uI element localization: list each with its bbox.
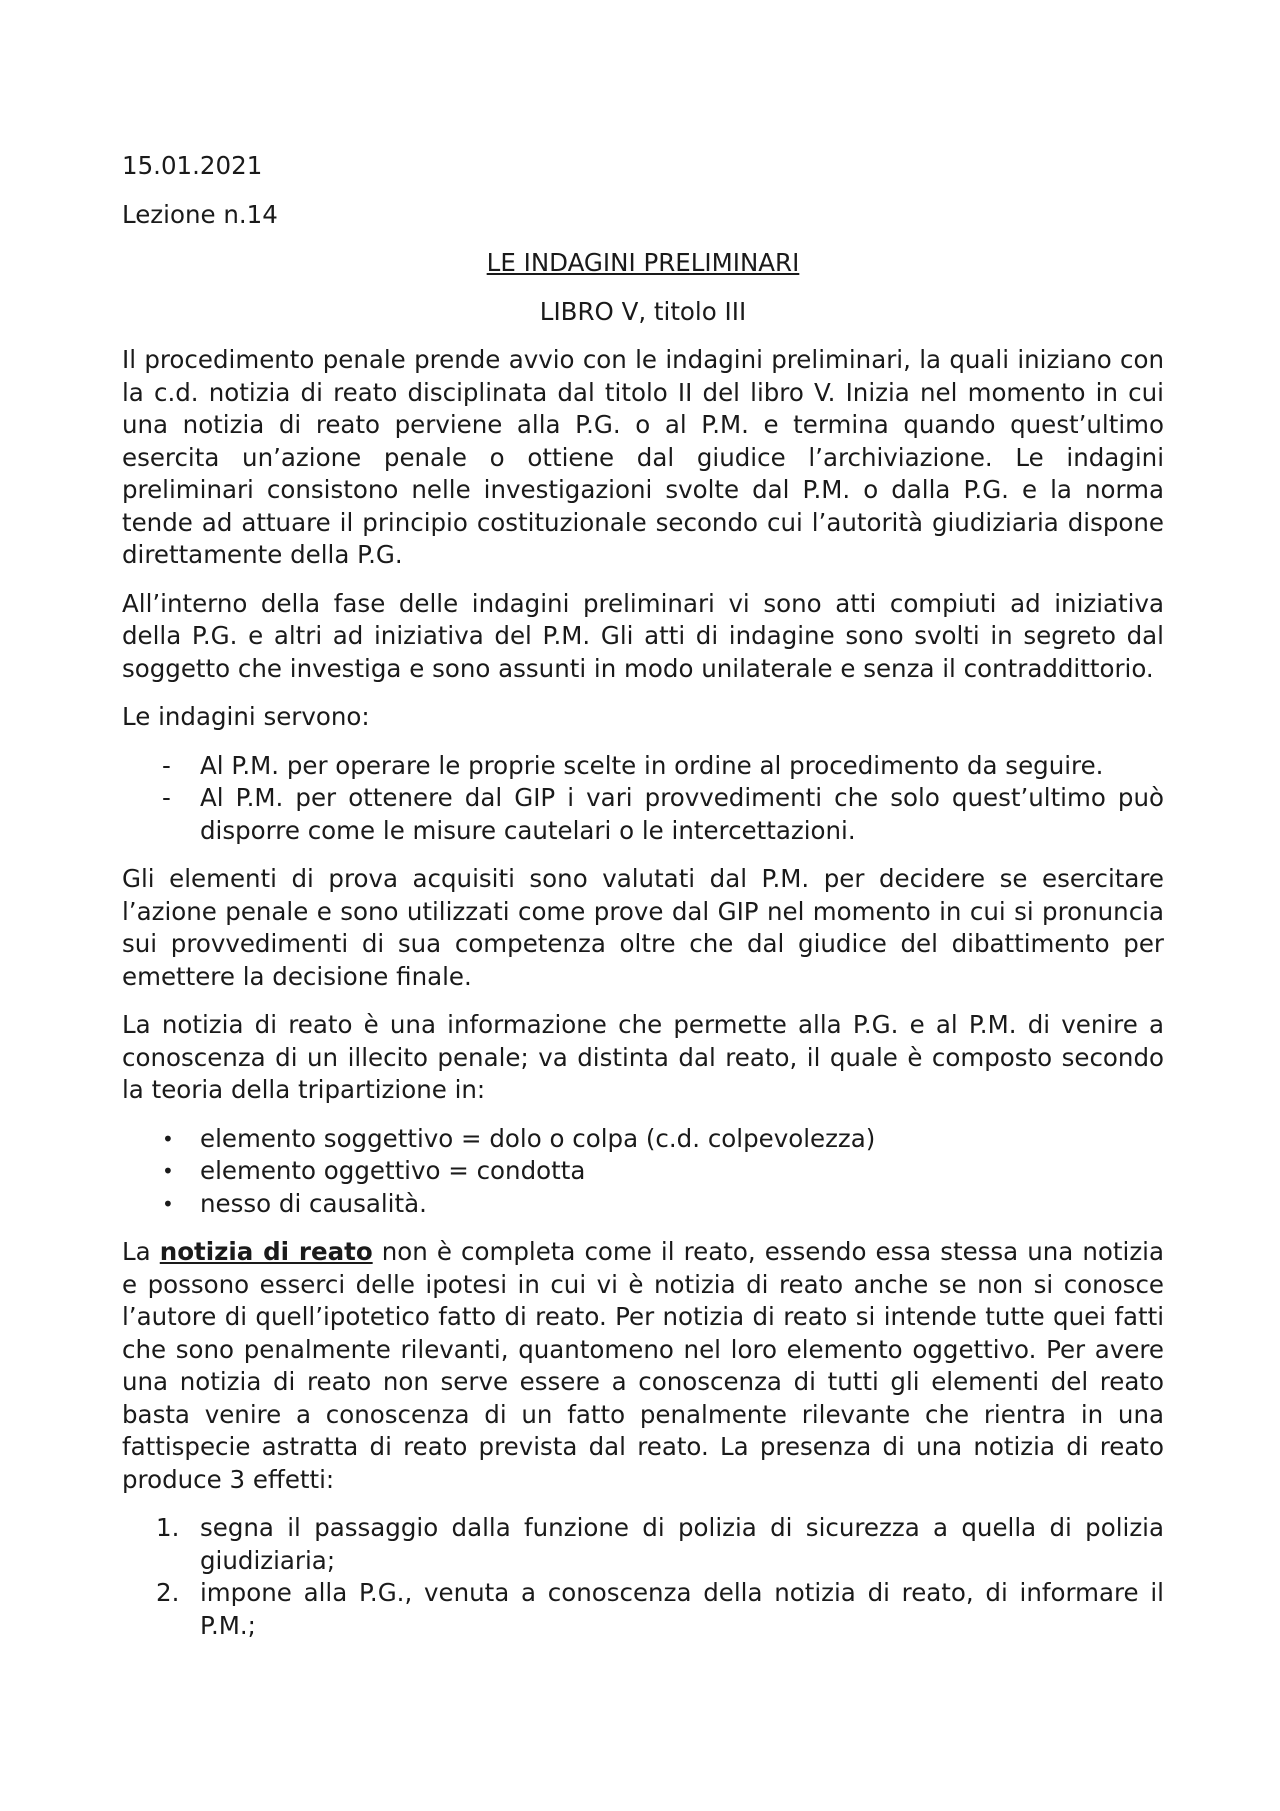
document-page xyxy=(122,150,1164,1658)
list-item-text: elemento oggettivo = condotta xyxy=(200,1156,586,1185)
document-title xyxy=(122,247,1164,280)
lesson-number: Lezione n.14 xyxy=(122,199,278,229)
paragraph-3: Le indagini servono: xyxy=(122,702,370,731)
dash-marker: - xyxy=(162,783,171,812)
list-item-text: segna il passaggio dalla funzione di polizia di sicurezza a quella di polizia giudiziaria; xyxy=(200,1513,1164,1575)
list-item-text: Al P.M. per operare le proprie scelte in ordine al procedimento da seguire. xyxy=(200,750,1104,780)
numbered-list xyxy=(122,1512,1164,1642)
document-title-text: LE INDAGINI PRELIMINARI xyxy=(486,248,800,277)
paragraph-6-body: non è completa come il reato, essendo essa stessa una notizia e possono esserci delle ipotesi in cui vi è notizia di reato anche se non si conosce l’autore di quell’ipotetico fatto di reato. Per notizia di reato si intende tutte quei fatti che sono penalmente rilevanti, quantomeno nel loro elemento oggettivo. Per avere una notizia di reato non serve essere a conoscenza di tutti gli elementi del reato basta venire a conoscenza di un fatto penalmente rilevante che rientra in una fattispecie astratta di reato prevista dal reato. La presenza di una notizia di reato produce 3 effetti: xyxy=(122,1237,1165,1494)
list-item-text: impone alla P.G., venuta a conoscenza della notizia di reato, di informare il P.M.; xyxy=(200,1578,1164,1640)
list-item xyxy=(122,750,1164,783)
list-item xyxy=(122,1512,1164,1577)
list-item-text: elemento soggettivo = dolo o colpa (c.d. colpevolezza) xyxy=(200,1123,876,1153)
bullet-icon: • xyxy=(162,1126,174,1151)
dash-marker: - xyxy=(162,750,171,780)
paragraph-6-prefix: La xyxy=(122,1237,151,1266)
bullet-list xyxy=(122,1123,1164,1221)
list-item xyxy=(122,782,1164,847)
paragraph-5: La notizia di reato è una informazione che permette alla P.G. e al P.M. di venire a conoscenza di un illecito penale; va distinta dal reato, il quale è composto secondo la teoria della tripartizione in: xyxy=(122,1010,1164,1104)
key-term: notizia di reato xyxy=(159,1237,373,1266)
paragraph-2: All’interno della fase delle indagini preliminari vi sono atti compiuti ad iniziativa della P.G. e altri ad iniziativa del P.M. Gli atti di indagine sono svolti in segreto dal soggetto che investiga e sono assunti in modo unilaterale e senza il contraddittorio. xyxy=(122,588,1164,683)
bullet-icon: • xyxy=(162,1191,174,1216)
paragraph-4: Gli elementi di prova acquisiti sono valutati dal P.M. per decidere se esercitare l’azione penale e sono utilizzati come prove dal GIP nel momento in cui si pronuncia sui provvedimenti di sua competenza oltre che dal giudice del dibattimento per emettere la decisione finale. xyxy=(122,864,1164,991)
paragraph-1: Il procedimento penale prende avvio con le indagini preliminari, la quali iniziano con la c.d. notizia di reato disciplinata dal titolo II del libro V. Inizia nel momento in cui una notizia di reato perviene alla P.G. o al P.M. e termina quando quest’ultimo esercita un’azione penale o ottiene dal giudice l’archiviazione. Le indagini preliminari consistono nelle investigazioni svolte dal P.M. o dalla P.G. e la norma tende ad attuare il principio costituzionale secondo cui l’autorità giudiziaria dispone direttamente della P.G. xyxy=(122,345,1164,569)
document-subtitle: LIBRO V, titolo III xyxy=(539,296,747,326)
list-item-text: Al P.M. per ottenere dal GIP i vari provvedimenti che solo quest’ultimo può disporre come le misure cautelari o le intercettazioni. xyxy=(200,783,1164,845)
list-item xyxy=(122,1577,1164,1642)
date: 15.01.2021 xyxy=(122,151,263,180)
list-item xyxy=(122,1123,1164,1156)
dash-list xyxy=(122,750,1164,848)
paragraph-6 xyxy=(122,1236,1164,1496)
number-marker: 1. xyxy=(156,1513,180,1542)
list-item-text: nesso di causalità. xyxy=(200,1188,427,1218)
number-marker: 2. xyxy=(156,1578,180,1607)
list-item xyxy=(122,1188,1164,1221)
bullet-icon: • xyxy=(162,1159,174,1183)
list-item xyxy=(122,1155,1164,1188)
